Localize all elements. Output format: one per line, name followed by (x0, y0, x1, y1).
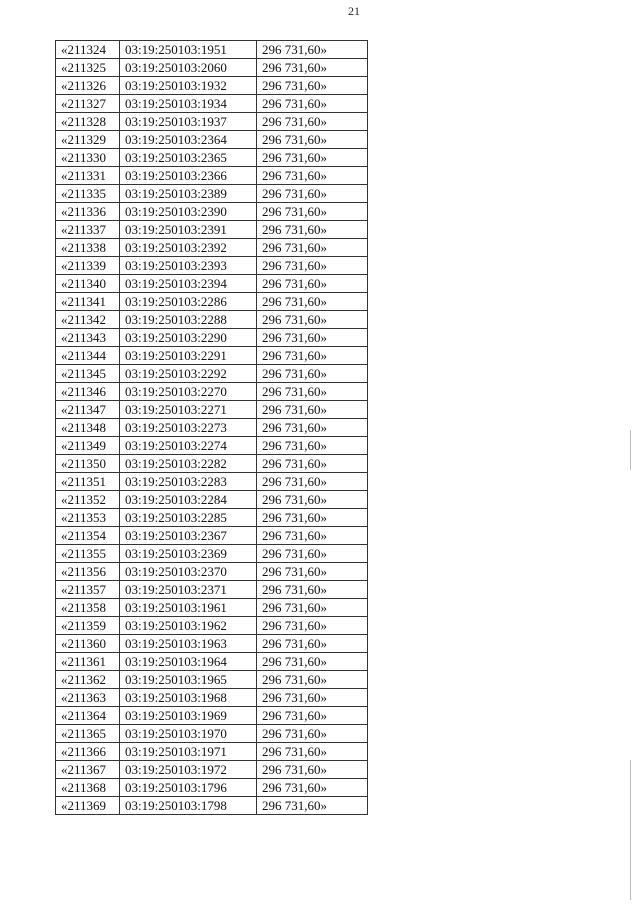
row-number-cell: «211357 (56, 581, 120, 599)
table-row (56, 599, 368, 617)
cadastral-number-cell: 03:19:250103:1932 (120, 77, 257, 95)
table-row (56, 689, 368, 707)
row-number-cell: «211326 (56, 77, 120, 95)
table-row (56, 797, 368, 815)
amount-cell: 296 731,60» (257, 797, 368, 815)
amount-cell: 296 731,60» (257, 707, 368, 725)
amount-cell: 296 731,60» (257, 347, 368, 365)
amount-cell: 296 731,60» (257, 761, 368, 779)
amount-cell: 296 731,60» (257, 653, 368, 671)
table-row (56, 383, 368, 401)
table-row (56, 545, 368, 563)
row-number-cell: «211342 (56, 311, 120, 329)
cadastral-number-cell: 03:19:250103:1798 (120, 797, 257, 815)
cadastral-number-cell: 03:19:250103:1964 (120, 653, 257, 671)
row-number-cell: «211367 (56, 761, 120, 779)
page-number-text: 21 (348, 4, 360, 18)
amount-cell: 296 731,60» (257, 599, 368, 617)
amount-cell: 296 731,60» (257, 419, 368, 437)
cadastral-number-cell: 03:19:250103:2369 (120, 545, 257, 563)
table-row (56, 365, 368, 383)
amount-cell: 296 731,60» (257, 41, 368, 59)
cadastral-number-cell: 03:19:250103:2291 (120, 347, 257, 365)
cadastral-number-cell: 03:19:250103:2366 (120, 167, 257, 185)
row-number-cell: «211362 (56, 671, 120, 689)
row-number-cell: «211349 (56, 437, 120, 455)
row-number-cell: «211353 (56, 509, 120, 527)
cadastral-number-cell: 03:19:250103:2371 (120, 581, 257, 599)
row-number-cell: «211346 (56, 383, 120, 401)
row-number-cell: «211337 (56, 221, 120, 239)
table-row (56, 743, 368, 761)
row-number-cell: «211359 (56, 617, 120, 635)
amount-cell: 296 731,60» (257, 185, 368, 203)
table-row (56, 59, 368, 77)
row-number-cell: «211328 (56, 113, 120, 131)
cadastral-number-cell: 03:19:250103:2390 (120, 203, 257, 221)
amount-cell: 296 731,60» (257, 257, 368, 275)
cadastral-number-cell: 03:19:250103:2389 (120, 185, 257, 203)
row-number-cell: «211324 (56, 41, 120, 59)
table-row (56, 473, 368, 491)
row-number-cell: «211368 (56, 779, 120, 797)
row-number-cell: «211329 (56, 131, 120, 149)
amount-cell: 296 731,60» (257, 545, 368, 563)
amount-cell: 296 731,60» (257, 743, 368, 761)
amount-cell: 296 731,60» (257, 509, 368, 527)
page-number (0, 4, 640, 19)
row-number-cell: «211363 (56, 689, 120, 707)
row-number-cell: «211369 (56, 797, 120, 815)
row-number-cell: «211355 (56, 545, 120, 563)
amount-cell: 296 731,60» (257, 203, 368, 221)
table-row (56, 491, 368, 509)
amount-cell: 296 731,60» (257, 59, 368, 77)
table-row (56, 113, 368, 131)
amount-cell: 296 731,60» (257, 581, 368, 599)
cadastral-number-cell: 03:19:250103:1970 (120, 725, 257, 743)
cadastral-number-cell: 03:19:250103:2283 (120, 473, 257, 491)
table-row (56, 347, 368, 365)
table-row (56, 221, 368, 239)
row-number-cell: «211348 (56, 419, 120, 437)
amount-cell: 296 731,60» (257, 239, 368, 257)
cadastral-number-cell: 03:19:250103:1969 (120, 707, 257, 725)
row-number-cell: «211330 (56, 149, 120, 167)
table-row (56, 185, 368, 203)
row-number-cell: «211354 (56, 527, 120, 545)
row-number-cell: «211351 (56, 473, 120, 491)
cadastral-number-cell: 03:19:250103:1937 (120, 113, 257, 131)
cadastral-number-cell: 03:19:250103:2274 (120, 437, 257, 455)
amount-cell: 296 731,60» (257, 473, 368, 491)
table-row (56, 671, 368, 689)
row-number-cell: «211336 (56, 203, 120, 221)
table-row (56, 95, 368, 113)
table-row (56, 725, 368, 743)
row-number-cell: «211365 (56, 725, 120, 743)
cadastral-number-cell: 03:19:250103:2282 (120, 455, 257, 473)
table-row (56, 581, 368, 599)
cadastral-number-cell: 03:19:250103:2288 (120, 311, 257, 329)
cadastral-number-cell: 03:19:250103:1796 (120, 779, 257, 797)
table-row (56, 401, 368, 419)
amount-cell: 296 731,60» (257, 95, 368, 113)
table-row (56, 617, 368, 635)
cadastral-number-cell: 03:19:250103:2285 (120, 509, 257, 527)
table-row (56, 455, 368, 473)
row-number-cell: «211343 (56, 329, 120, 347)
row-number-cell: «211338 (56, 239, 120, 257)
cadastral-number-cell: 03:19:250103:2060 (120, 59, 257, 77)
amount-cell: 296 731,60» (257, 293, 368, 311)
row-number-cell: «211341 (56, 293, 120, 311)
cadastral-number-cell: 03:19:250103:2393 (120, 257, 257, 275)
cadastral-number-cell: 03:19:250103:1934 (120, 95, 257, 113)
cadastral-number-cell: 03:19:250103:1965 (120, 671, 257, 689)
cadastral-number-cell: 03:19:250103:2284 (120, 491, 257, 509)
table-row (56, 419, 368, 437)
row-number-cell: «211340 (56, 275, 120, 293)
amount-cell: 296 731,60» (257, 365, 368, 383)
row-number-cell: «211347 (56, 401, 120, 419)
cadastral-number-cell: 03:19:250103:2364 (120, 131, 257, 149)
table-row (56, 563, 368, 581)
scan-edge-mark (630, 430, 631, 470)
row-number-cell: «211339 (56, 257, 120, 275)
amount-cell: 296 731,60» (257, 437, 368, 455)
table-row (56, 509, 368, 527)
row-number-cell: «211366 (56, 743, 120, 761)
amount-cell: 296 731,60» (257, 671, 368, 689)
amount-cell: 296 731,60» (257, 617, 368, 635)
cadastral-number-cell: 03:19:250103:1962 (120, 617, 257, 635)
row-number-cell: «211344 (56, 347, 120, 365)
table-row (56, 257, 368, 275)
table-row (56, 779, 368, 797)
amount-cell: 296 731,60» (257, 779, 368, 797)
amount-cell: 296 731,60» (257, 491, 368, 509)
table-row (56, 437, 368, 455)
amount-cell: 296 731,60» (257, 689, 368, 707)
amount-cell: 296 731,60» (257, 455, 368, 473)
table-row (56, 527, 368, 545)
cadastral-number-cell: 03:19:250103:2290 (120, 329, 257, 347)
cadastral-number-cell: 03:19:250103:2271 (120, 401, 257, 419)
cadastral-number-cell: 03:19:250103:2273 (120, 419, 257, 437)
amount-cell: 296 731,60» (257, 311, 368, 329)
table-row (56, 131, 368, 149)
amount-cell: 296 731,60» (257, 563, 368, 581)
table-row (56, 239, 368, 257)
amount-cell: 296 731,60» (257, 149, 368, 167)
row-number-cell: «211358 (56, 599, 120, 617)
table-row (56, 311, 368, 329)
cadastral-number-cell: 03:19:250103:2367 (120, 527, 257, 545)
table-row (56, 203, 368, 221)
row-number-cell: «211361 (56, 653, 120, 671)
amount-cell: 296 731,60» (257, 221, 368, 239)
table-row (56, 635, 368, 653)
amount-cell: 296 731,60» (257, 527, 368, 545)
row-number-cell: «211331 (56, 167, 120, 185)
table-row (56, 41, 368, 59)
table-row (56, 149, 368, 167)
cadastral-number-cell: 03:19:250103:2370 (120, 563, 257, 581)
row-number-cell: «211335 (56, 185, 120, 203)
amount-cell: 296 731,60» (257, 401, 368, 419)
row-number-cell: «211325 (56, 59, 120, 77)
cadastral-number-cell: 03:19:250103:2292 (120, 365, 257, 383)
table-row (56, 167, 368, 185)
row-number-cell: «211345 (56, 365, 120, 383)
amount-cell: 296 731,60» (257, 725, 368, 743)
table-row (56, 77, 368, 95)
cadastral-number-cell: 03:19:250103:2286 (120, 293, 257, 311)
amount-cell: 296 731,60» (257, 329, 368, 347)
table-row (56, 707, 368, 725)
amount-cell: 296 731,60» (257, 635, 368, 653)
cadastral-number-cell: 03:19:250103:1961 (120, 599, 257, 617)
table-row (56, 293, 368, 311)
row-number-cell: «211360 (56, 635, 120, 653)
cadastral-number-cell: 03:19:250103:1968 (120, 689, 257, 707)
cadastral-number-cell: 03:19:250103:2394 (120, 275, 257, 293)
registry-table-body (56, 41, 368, 815)
table-row (56, 761, 368, 779)
cadastral-number-cell: 03:19:250103:2391 (120, 221, 257, 239)
table-row (56, 275, 368, 293)
amount-cell: 296 731,60» (257, 383, 368, 401)
row-number-cell: «211327 (56, 95, 120, 113)
scan-edge-mark (630, 760, 631, 900)
amount-cell: 296 731,60» (257, 77, 368, 95)
amount-cell: 296 731,60» (257, 113, 368, 131)
cadastral-number-cell: 03:19:250103:1972 (120, 761, 257, 779)
cadastral-number-cell: 03:19:250103:2392 (120, 239, 257, 257)
cadastral-number-cell: 03:19:250103:1963 (120, 635, 257, 653)
amount-cell: 296 731,60» (257, 167, 368, 185)
table-row (56, 653, 368, 671)
cadastral-number-cell: 03:19:250103:1971 (120, 743, 257, 761)
cadastral-number-cell: 03:19:250103:2365 (120, 149, 257, 167)
cadastral-number-cell: 03:19:250103:1951 (120, 41, 257, 59)
cadastral-number-cell: 03:19:250103:2270 (120, 383, 257, 401)
row-number-cell: «211352 (56, 491, 120, 509)
registry-table (55, 40, 368, 815)
amount-cell: 296 731,60» (257, 275, 368, 293)
table-row (56, 329, 368, 347)
row-number-cell: «211350 (56, 455, 120, 473)
row-number-cell: «211364 (56, 707, 120, 725)
row-number-cell: «211356 (56, 563, 120, 581)
amount-cell: 296 731,60» (257, 131, 368, 149)
